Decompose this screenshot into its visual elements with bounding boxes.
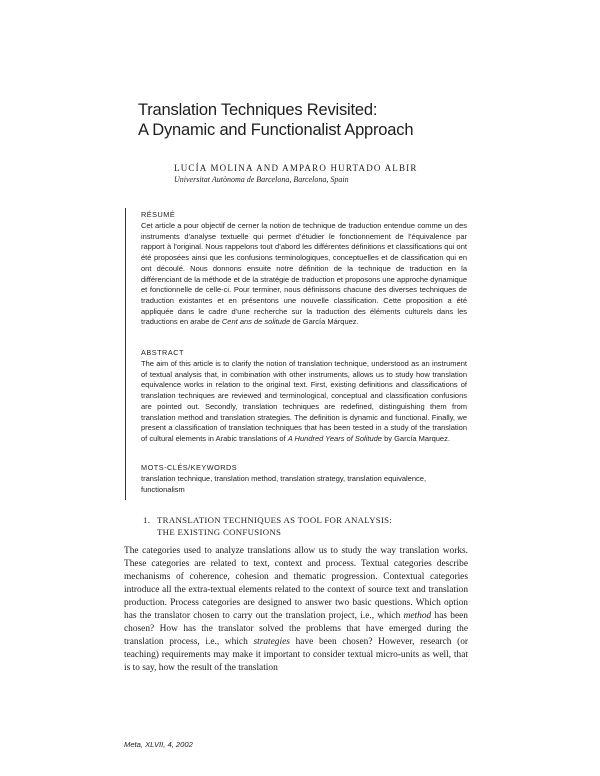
resume-italic-title: Cent ans de solitude bbox=[221, 317, 291, 327]
resume-section bbox=[141, 210, 467, 328]
body-italic-method: method bbox=[403, 610, 432, 621]
section-title-line-1: TRANSLATION TECHNIQUES AS TOOL FOR ANALYSIS: bbox=[157, 515, 393, 525]
title-line-1: Translation Techniques Revisited: bbox=[138, 101, 378, 119]
section-title-line-2: THE EXISTING CONFUSIONS bbox=[157, 526, 282, 537]
article-title bbox=[138, 100, 498, 140]
abstract-section bbox=[141, 348, 467, 445]
body-paragraph: The categories used to analyze translations allow us to study the way translation works. These categories are related to text, context and process. Textual categories describe mechanisms of coherence, cohesion and thematic progression. Contextual categories introduce all the extra-textual elements related to the context of source text and translation production. Process categories are designed to answer two basic questions. Which option has the translator chosen to carry out the translation project, i.e., which method has been chosen? How has the translator solved the problems that have emerged during the translation process, i.e., which strategies have been chosen? However, research (or teaching) requirements may make it important to consider textual micro-units as well, that is to say, how the result of the translation bbox=[124, 546, 468, 673]
abstract-heading: ABSTRACT bbox=[141, 348, 184, 357]
body-italic-strategies: strategies bbox=[253, 636, 290, 647]
resume-heading: RÉSUMÉ bbox=[141, 210, 176, 219]
resume-text: Cet article a pour objectif de cerner la notion de technique de traduction entendue comme un des instruments d’analyse textuelle qui permet d’étudier le fonctionnement de l’équivalence par rapport à l’original. Nous rappelons tout d’abord les différentes définitions et classifications qui ont été proposées ainsi que les confusions terminologiques, conceptuelles et de classification qui en ont découlé. Nous donnons ensuite notre définition de la technique de traduction en la différenciant de la méthode et de la stratégie de traduction et proposons une approche dynamique et fonctionnelle de celle-ci. Pour terminer, nous définissons chacune des diverses techniques de traduction existantes et en présentons une nouvelle classification. Cette proposition a été appliquée dans le cadre d’une recherche sur la traduction des éléments culturels dans les traductions en arabe de Cent ans de solitude de García Márquez. bbox=[141, 221, 467, 327]
journal-footer: Meta, XLVII, 4, 2002 bbox=[124, 740, 193, 749]
author-affiliation: Universitat Autònoma de Barcelona, Barcelona, Spain bbox=[174, 175, 349, 184]
section-number: 1. bbox=[143, 515, 151, 525]
abstract-margin-rule bbox=[125, 208, 126, 500]
keywords-section bbox=[141, 463, 467, 495]
keywords-text: translation technique, translation method, translation strategy, translation equivalence, functionalism bbox=[141, 474, 427, 494]
abstract-italic-title: A Hundred Years of Solitude bbox=[287, 433, 382, 443]
keywords-heading: MOTS-CLÉS/KEYWORDS bbox=[141, 463, 238, 472]
author-names: LUCÍA MOLINA AND AMPARO HURTADO ALBIR bbox=[174, 163, 418, 173]
title-line-2: A Dynamic and Functionalist Approach bbox=[138, 121, 414, 139]
abstract-text: The aim of this article is to clarify the notion of translation technique, understood as an instrument of textual analysis that, in combination with other instruments, allows us to study how translation equivalence works in relation to the original text. First, existing definitions and classifications of translation techniques are reviewed and terminological, conceptual and classification confusions are pointed out. Secondly, translation techniques are redefined, distinguishing them from translation method and translation strategies. The definition is dynamic and functional. Finally, we present a classification of translation techniques that has been tested in a study of the translation of cultural elements in Arabic translations of A Hundred Years of Solitude by García Marquez. bbox=[141, 359, 467, 443]
section-heading bbox=[143, 515, 473, 538]
